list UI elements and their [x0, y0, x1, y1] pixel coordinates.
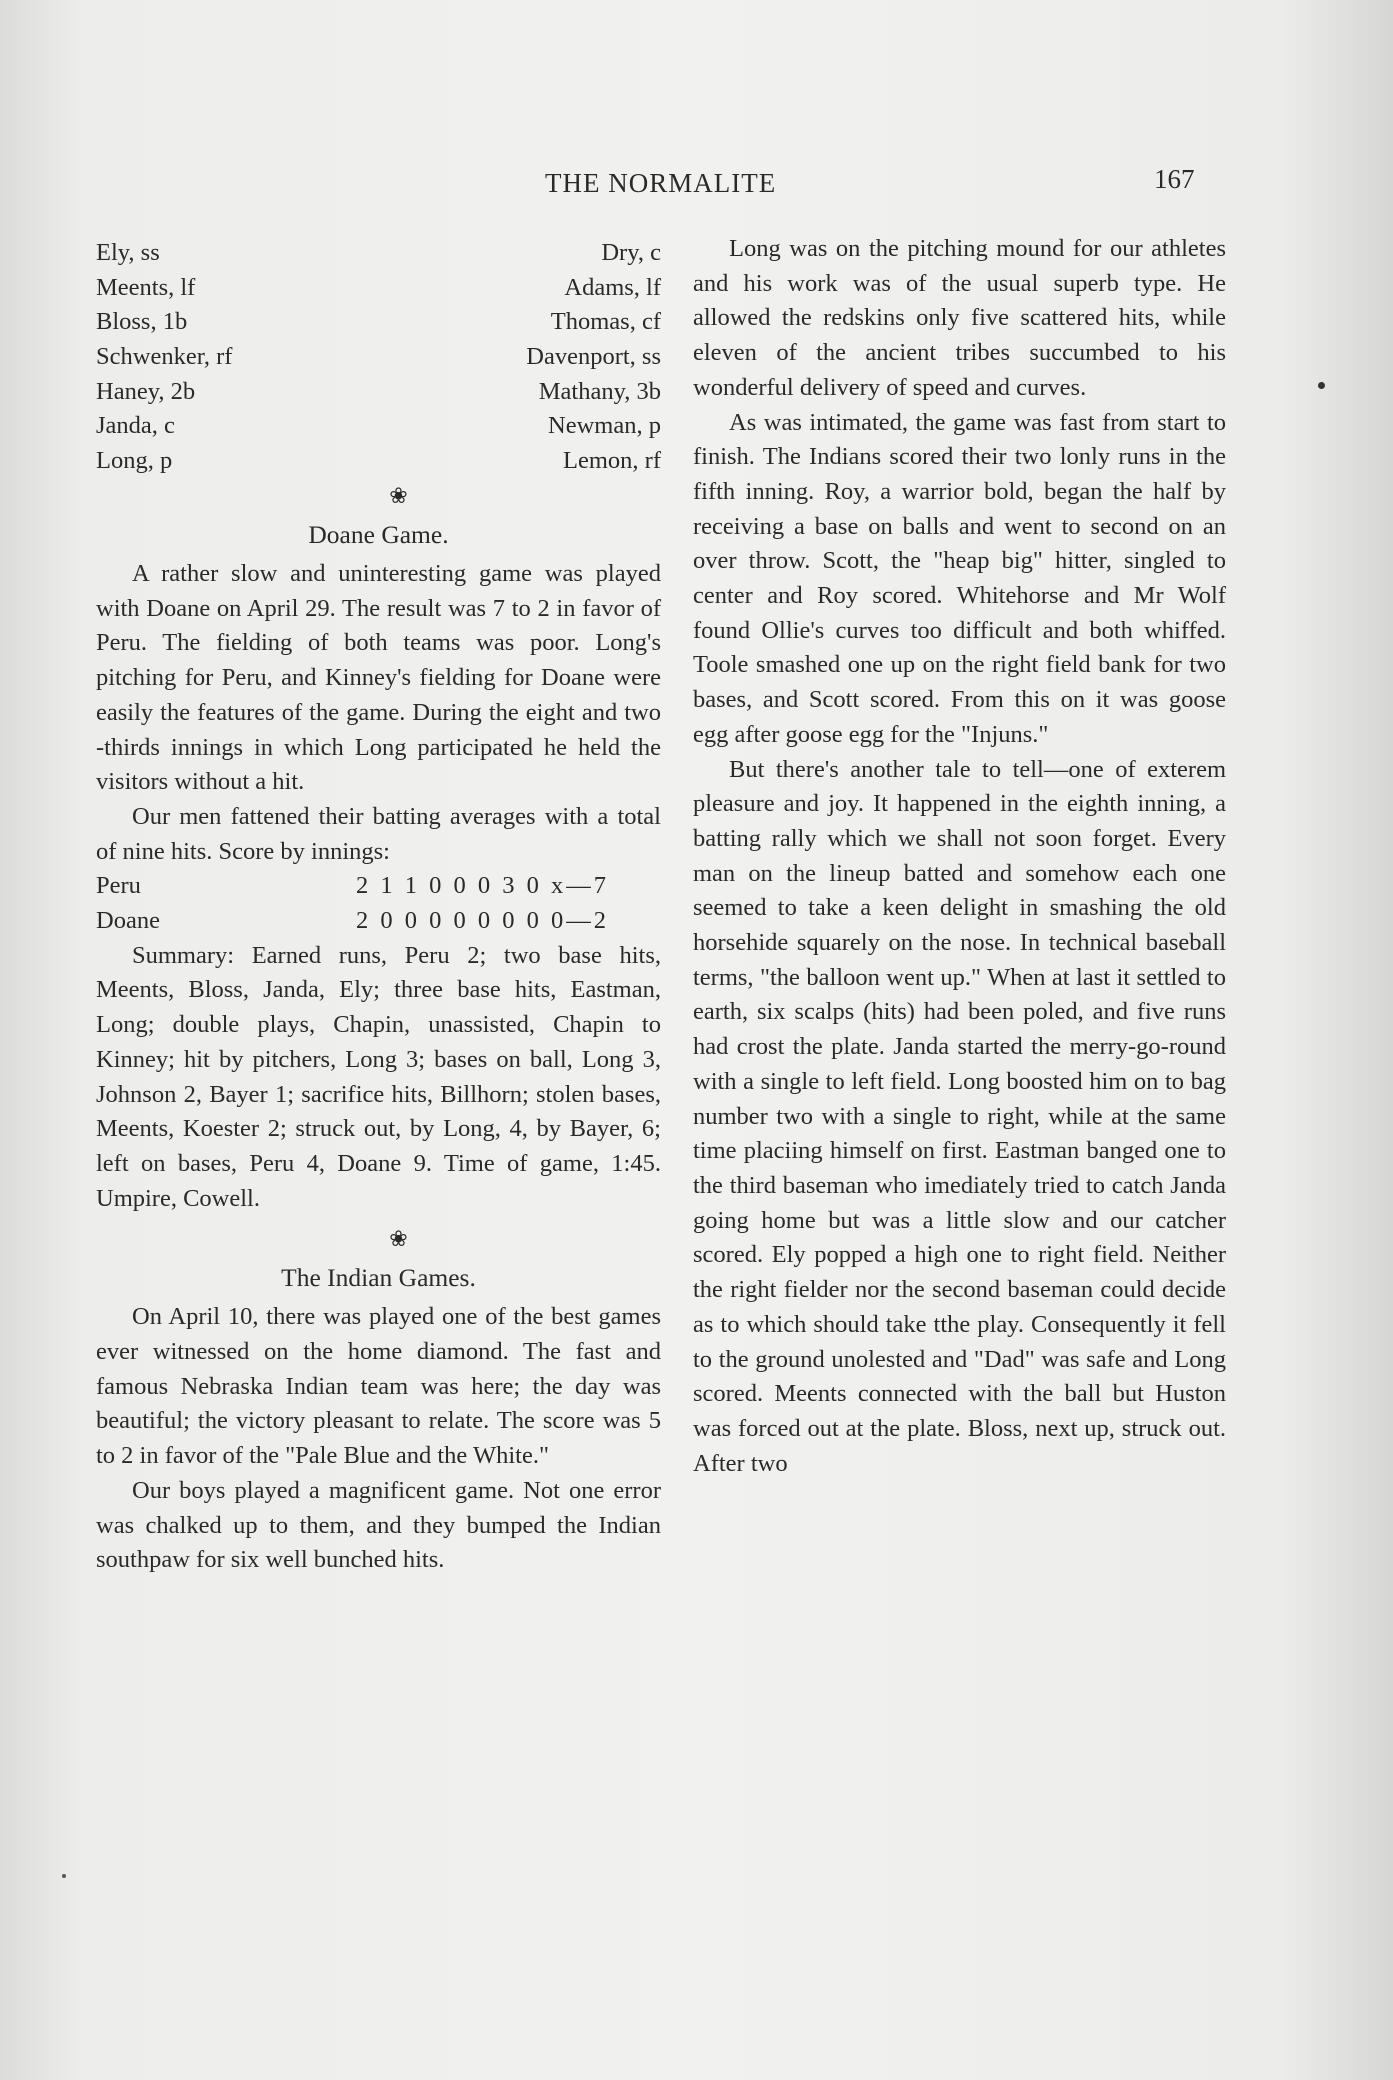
running-header [0, 164, 1393, 208]
lineup-row [96, 444, 661, 479]
right-paragraph-1: Long was on the pitching mound for our athletes and his work was of the usual superb type. He allowed the redskins only five scattered hits, while eleven of the ancient tribes succumbed to his wonderful delivery of speed and curves. [693, 235, 1226, 401]
score-team: Peru [96, 872, 141, 900]
doane-summary: Summary: Earned runs, Peru 2; two base hits, Meents, Bloss, Janda, Ely; three base hits, Eastman, Long; double plays, Chapin, unassisted, Chapin to Kinney; hit by pitchers, Long 3; bases on ball, Long 3, Johnson 2, Bayer 1; sacrifice hits, Billhorn; stolen bases, Meents, Koester 2; struck out, by Long, 4, by Bayer, 6; left on bases, Peru 4, Doane 9. Time of game, 1:45. Umpire, Cowell. [96, 941, 661, 1212]
lineup-right: Dry, c [601, 239, 661, 266]
lineup-left: Bloss, 1b [96, 308, 188, 336]
ink-speck [1318, 382, 1325, 389]
score-by-innings [96, 869, 661, 938]
lineup-table [96, 236, 661, 479]
fleuron-icon: ❀ [389, 483, 408, 508]
page-number: 167 [1154, 164, 1195, 194]
ink-speck [62, 1874, 66, 1878]
lineup-row [96, 236, 661, 271]
score-runs: 2 1 1 0 0 0 3 0 x—7 [356, 872, 609, 900]
doane-paragraph-2: Our men fattened their batting averages with a total of nine hits. Score by innings: [96, 802, 661, 865]
left-column [96, 236, 661, 1578]
score-row [96, 904, 661, 939]
right-column [693, 232, 1226, 1481]
lineup-right: Davenport, ss [526, 343, 661, 371]
indian-heading: The Indian Games. [281, 1263, 476, 1293]
fleuron-icon: ❀ [389, 1226, 408, 1252]
lineup-left: Meents, lf [96, 273, 196, 301]
journal-title: THE NORMALITE [545, 168, 777, 198]
lineup-row [96, 340, 661, 375]
lineup-right: Adams, lf [564, 273, 661, 301]
doane-paragraph-1: A rather slow and uninteresting game was played with Doane on April 29. The result was 7 to 2 in favor of Peru. The fielding of both teams was poor. Long's pitching for Peru, and Kinney's fielding for Doane were easily the features of the game. During the eight and two -thirds innings in which Long participated he held the visitors without a hit. [96, 560, 661, 796]
lineup-left: Haney, 2b [96, 377, 196, 405]
lineup-left: Ely, ss [96, 239, 160, 266]
indian-paragraph-1: On April 10, there was played one of the best games ever witnessed on the home diamond. The fast and famous Nebraska Indian team was here; the day was beautiful; the victory pleasant to relate. The score was 5 to 2 in favor of the "Pale Blue and the White." [96, 1303, 661, 1470]
lineup-right: Thomas, cf [550, 308, 661, 336]
doane-heading: Doane Game. [308, 520, 449, 549]
lineup-left: Schwenker, rf [96, 343, 233, 371]
lineup-right: Lemon, rf [563, 447, 661, 475]
score-runs: 2 0 0 0 0 0 0 0 0—2 [356, 907, 609, 935]
lineup-left: Janda, c [96, 412, 175, 440]
lineup-row [96, 271, 661, 306]
lineup-right: Newman, p [548, 412, 661, 440]
lineup-row [96, 409, 661, 444]
lineup-row [96, 305, 661, 340]
lineup-row [96, 375, 661, 410]
right-paragraph-3: But there's another tale to tell—one of exterem pleasure and joy. It happened in the eighth inning, a batting rally which we shall not soon forget. Every man on the lineup batted and somehow each one seemed to take a keen delight in smashing the old horsehide squarely on the nose. In technical baseball terms, "the balloon went up." When at last it settled to earth, six scalps (hits) had been poled, and five runs had crost the plate. Janda started the merry-go-round with a single to left field. Long boosted him on to bag number two with a single to right, while at the same time placiing himself on first. Eastman banged one to the third baseman who imediately tried to catch Janda going home but was a little slow and our catcher scored. Ely popped a high one to right field. Neither the right fielder nor the second baseman could decide as to which should take tthe play. Consequently it fell to the ground unolested and "Dad" was safe and Long scored. Meents connected with the ball but Huston was forced out at the plate. Bloss, next up, struck out. After two [693, 755, 1226, 1477]
lineup-right: Mathany, 3b [538, 377, 661, 405]
right-paragraph-2: As was intimated, the game was fast from start to finish. The Indians scored their two lonly runs in the fifth inning. Roy, a warrior bold, began the half by receiving a base on balls and went to second on an over throw. Scott, the "heap big" hitter, singled to center and Roy scored. Whitehorse and Mr Wolf found Ollie's curves too difficult and both whiffed. Toole smashed one up on the right field bank for two bases, and Scott scored. From this on it was goose egg after goose egg for the "Injuns." [693, 408, 1226, 748]
score-team: Doane [96, 907, 160, 935]
score-row [96, 869, 661, 904]
indian-paragraph-2: Our boys played a magnificent game. Not one error was chalked up to them, and they bumped the Indian southpaw for six well bunched hits. [96, 1476, 661, 1574]
lineup-left: Long, p [96, 447, 173, 475]
